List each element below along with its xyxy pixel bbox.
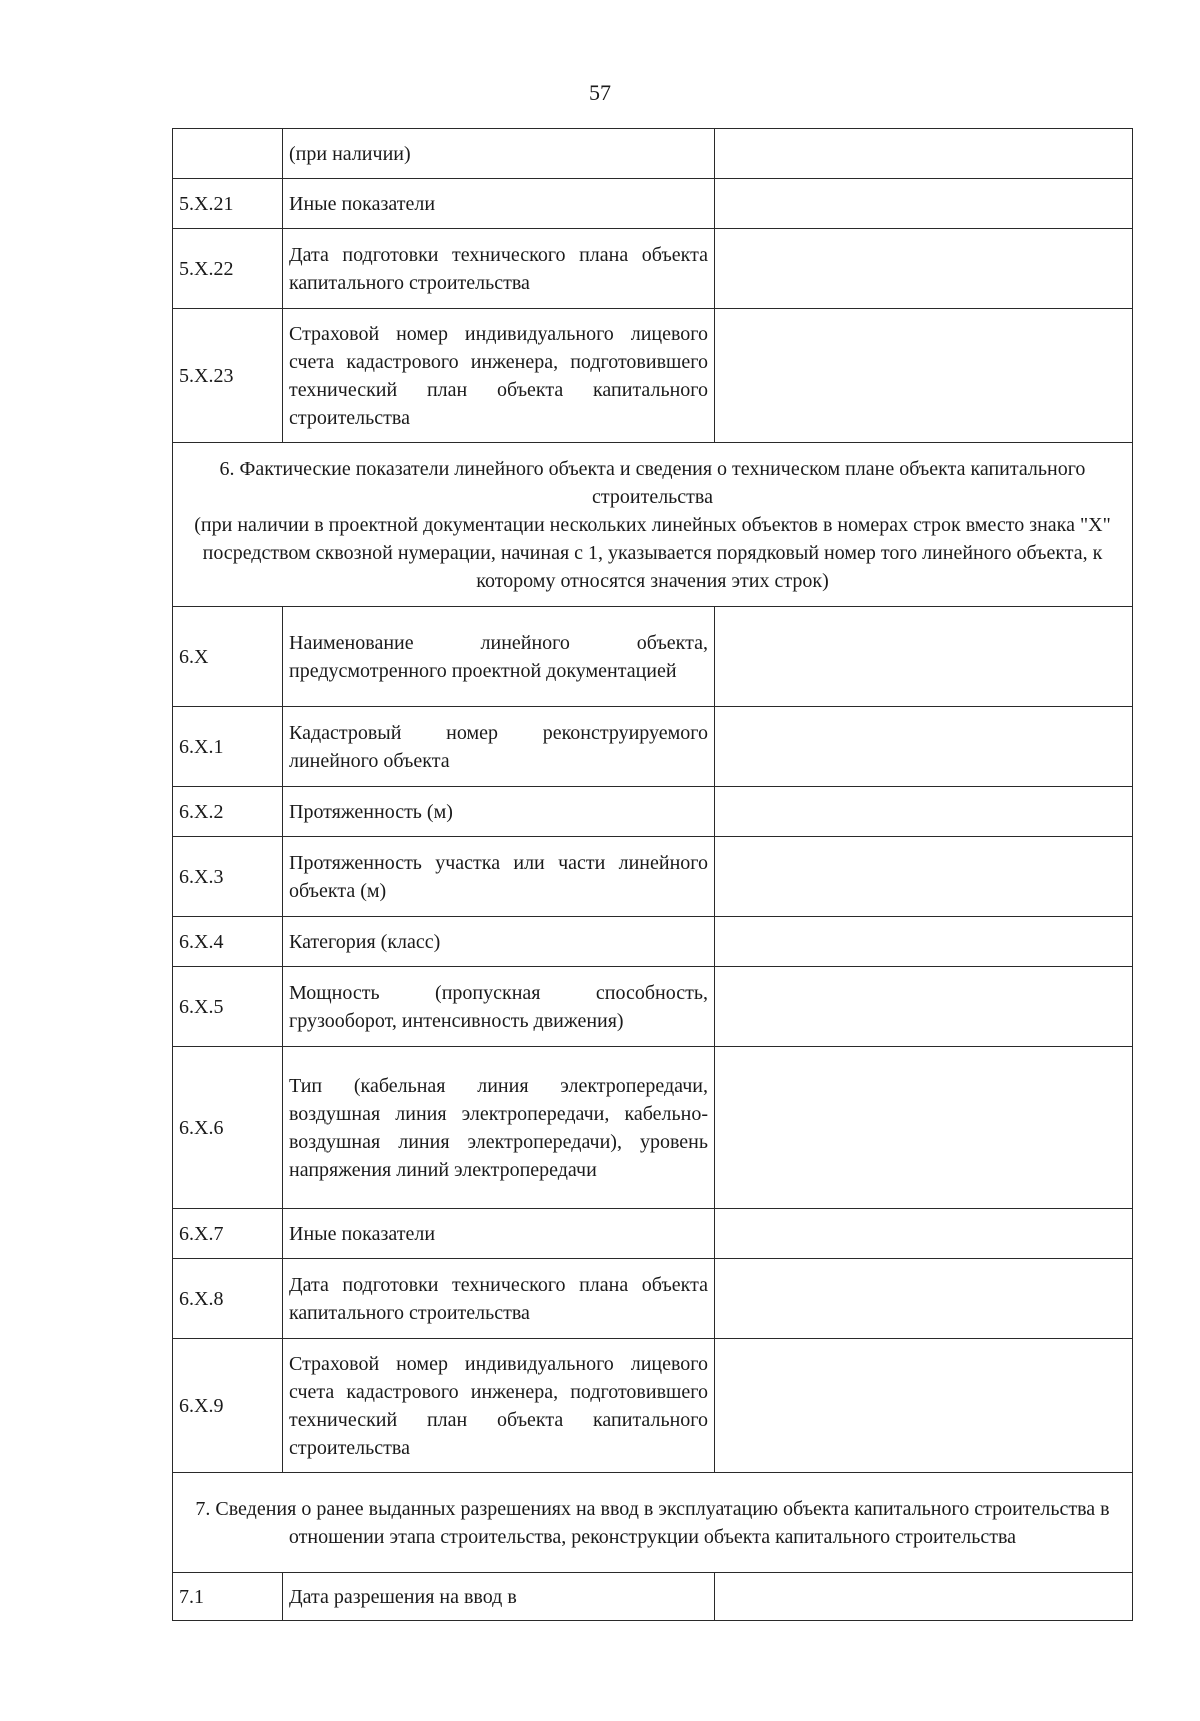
section-header-row (173, 1473, 1133, 1573)
row-value[interactable] (715, 1339, 1133, 1473)
row-label: Иные показатели (283, 1209, 715, 1259)
table-row (173, 1209, 1133, 1259)
row-value[interactable] (715, 229, 1133, 309)
row-number: 6.Х.7 (173, 1209, 283, 1259)
page-number: 57 (589, 80, 611, 105)
row-value[interactable] (715, 787, 1133, 837)
table-row (173, 607, 1133, 707)
section-header-row (173, 443, 1133, 607)
row-label: Наименование линейного объекта, предусмотренного проектной документацией (283, 607, 715, 707)
row-label: Дата подготовки технического плана объекта капитального строительства (283, 1259, 715, 1339)
section-6-header (173, 443, 1133, 607)
row-value[interactable] (715, 967, 1133, 1047)
row-number: 6.Х.6 (173, 1047, 283, 1209)
row-number: 6.Х (173, 607, 283, 707)
row-value[interactable] (715, 179, 1133, 229)
table-row (173, 229, 1133, 309)
row-value[interactable] (715, 1259, 1133, 1339)
table-row (173, 1573, 1133, 1621)
table-row (173, 309, 1133, 443)
row-label: Дата подготовки технического плана объекта капитального строительства (283, 229, 715, 309)
row-value[interactable] (715, 917, 1133, 967)
table-row (173, 787, 1133, 837)
row-value[interactable] (715, 837, 1133, 917)
row-label: Страховой номер индивидуального лицевого счета кадастрового инженера, подготовившего технический план объекта капитального строительства (283, 1339, 715, 1473)
row-number: 7.1 (173, 1573, 283, 1621)
row-number: 5.Х.21 (173, 179, 283, 229)
row-number (173, 129, 283, 179)
table-row (173, 707, 1133, 787)
row-label: Дата разрешения на ввод в (283, 1573, 715, 1621)
table-row (173, 1047, 1133, 1209)
row-value[interactable] (715, 129, 1133, 179)
row-value[interactable] (715, 309, 1133, 443)
row-label: Категория (класс) (283, 917, 715, 967)
table-row (173, 1339, 1133, 1473)
row-label: Мощность (пропускная способность, грузооборот, интенсивность движения) (283, 967, 715, 1047)
row-label: Иные показатели (283, 179, 715, 229)
permit-form-table (172, 128, 1133, 1621)
row-number: 5.Х.23 (173, 309, 283, 443)
row-number: 6.Х.3 (173, 837, 283, 917)
table-row (173, 837, 1133, 917)
row-label: Протяженность участка или части линейного объекта (м) (283, 837, 715, 917)
row-value[interactable] (715, 707, 1133, 787)
row-value[interactable] (715, 607, 1133, 707)
row-label: Страховой номер индивидуального лицевого счета кадастрового инженера, подготовившего технический план объекта капитального строительства (283, 309, 715, 443)
table-row (173, 967, 1133, 1047)
table-row (173, 1259, 1133, 1339)
table-row (173, 917, 1133, 967)
row-number: 6.Х.4 (173, 917, 283, 967)
row-label: (при наличии) (283, 129, 715, 179)
row-number: 5.Х.22 (173, 229, 283, 309)
row-label: Кадастровый номер реконструируемого линейного объекта (283, 707, 715, 787)
table-row (173, 129, 1133, 179)
table-row (173, 179, 1133, 229)
section-7-title: 7. Сведения о ранее выданных разрешениях на ввод в эксплуатацию объекта капитального строительства в отношении этапа строительства, реконструкции объекта капитального строительства (195, 1497, 1110, 1548)
section-7-header (173, 1473, 1133, 1573)
row-number: 6.Х.2 (173, 787, 283, 837)
section-6-note: (при наличии в проектной документации нескольких линейных объектов в номерах строк вместо знака "Х" посредством сквозной нумерации, начиная с 1, указывается порядковый номер того линейного объекта, к которому относятся значения этих строк) (194, 513, 1111, 592)
section-6-title: 6. Фактические показатели линейного объекта и сведения о техническом плане объекта капитального строительства (219, 457, 1086, 508)
row-number: 6.Х.1 (173, 707, 283, 787)
row-number: 6.Х.9 (173, 1339, 283, 1473)
row-value[interactable] (715, 1209, 1133, 1259)
row-value[interactable] (715, 1573, 1133, 1621)
row-label: Протяженность (м) (283, 787, 715, 837)
row-label: Тип (кабельная линия электропередачи, воздушная линия электропередачи, кабельно-воздушная линия электропередачи), уровень напряжения линий электропередачи (283, 1047, 715, 1209)
row-number: 6.Х.8 (173, 1259, 283, 1339)
row-value[interactable] (715, 1047, 1133, 1209)
row-number: 6.Х.5 (173, 967, 283, 1047)
